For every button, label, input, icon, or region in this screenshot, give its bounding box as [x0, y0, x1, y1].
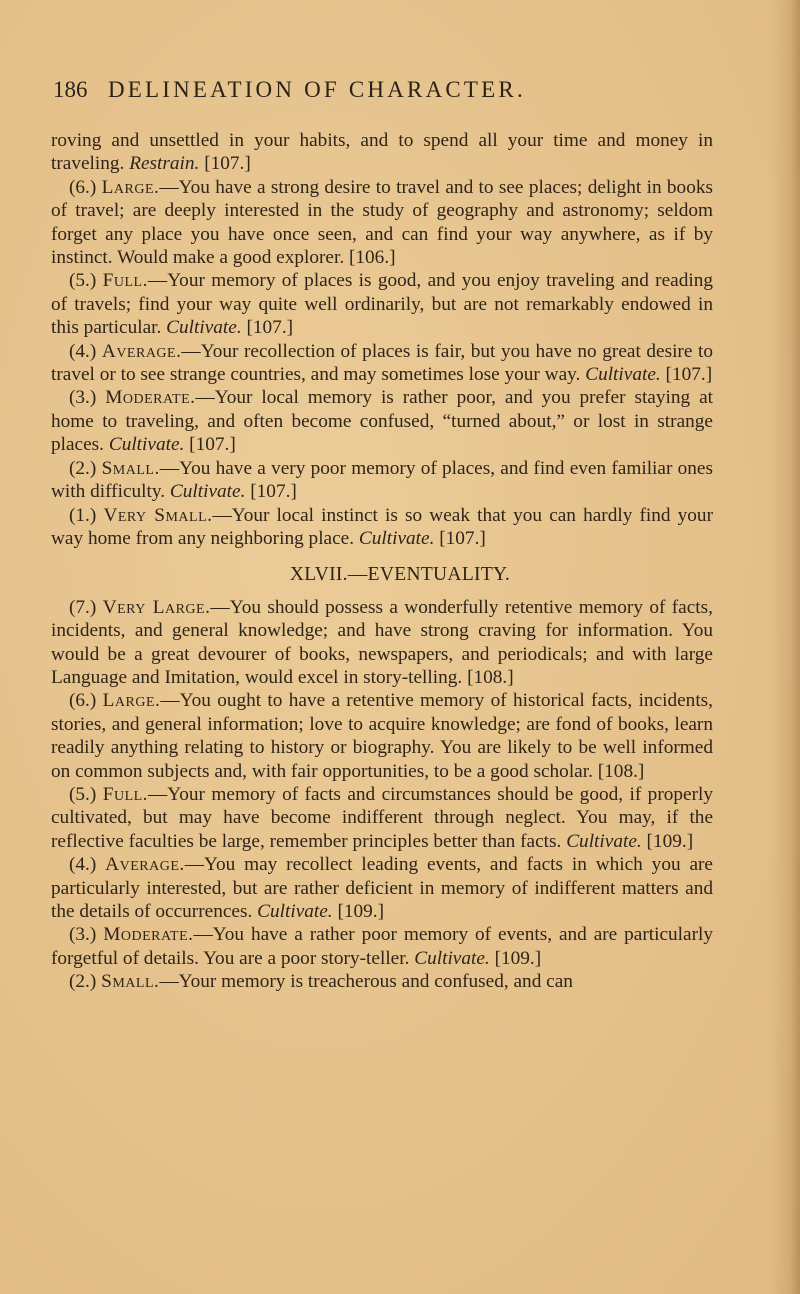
entry-text: —You should possess a wonderfully retentive memory of facts, incidents, and general knowledge; and have strong craving for information. You would be a great devourer of books, newspapers, and periodicals; and with large Language and Imitation, would excel in story-telling.: [51, 596, 713, 688]
entry-degree: Large.: [102, 690, 161, 712]
entry-degree: Large.: [101, 176, 160, 198]
entry-number: (4.): [69, 340, 97, 362]
reference: [107.]: [250, 481, 297, 503]
reference: [107.]: [204, 153, 251, 175]
entry-text: —You may recollect leading events, and facts in which you are particularly interested, but are rather deficient in memory of indifferent matters and the details of occurrences.: [51, 854, 713, 922]
running-title: DELINEATION OF CHARACTER.: [107, 77, 526, 102]
entry-text: —Your recollection of places is fair, but you have no great desire to travel or to see strange countries, and may sometimes lose your way.: [51, 340, 713, 386]
entry-text: —Your memory is treacherous and confused, and can: [159, 971, 573, 993]
entry-number: (5.): [69, 783, 97, 805]
advice: Cultivate.: [108, 434, 185, 456]
entry-eventuality-large: [51, 689, 713, 783]
entry-number: (1.): [69, 504, 97, 526]
running-head: [53, 77, 713, 107]
entry-number: (6.): [69, 176, 97, 198]
entry-eventuality-average: [51, 853, 713, 923]
reference: [109.]: [646, 830, 694, 852]
reference: [107.]: [189, 434, 236, 456]
entry-number: (2.): [69, 971, 97, 993]
entry-number: (3.): [69, 387, 97, 409]
reference: [108.]: [597, 760, 645, 782]
entry-number: (7.): [69, 596, 97, 618]
entry-degree: Full.: [102, 270, 148, 292]
entry-number: (6.): [69, 690, 97, 712]
reference: [109.]: [494, 947, 542, 969]
entry-degree: Very Small.: [103, 504, 213, 526]
entry-degree: Moderate.: [103, 924, 194, 946]
entry-eventuality-moderate: [51, 923, 713, 970]
body-text: [51, 129, 713, 994]
entry-text: —You have a strong desire to travel and to see places; delight in books of travel; are deeply interested in the study of geography and astronomy; seldom forget any place you have once seen, and can find your way anywhere, as if by instinct. Would make a good explorer.: [51, 176, 713, 269]
entry-locality-large: [51, 176, 713, 270]
page-number: 186: [53, 77, 88, 102]
entry-text: —You have a rather poor memory of events, and are particularly forgetful of details. You are a poor story-teller.: [51, 924, 713, 969]
entry-number: (3.): [69, 924, 97, 946]
entry-degree: Moderate.: [105, 387, 196, 409]
entry-locality-average: [51, 340, 713, 387]
entry-text: —Your memory of places is good, and you enjoy traveling and reading of travels; find your way quite well ordinarily, but are not remarkably endowed in this particular.: [51, 270, 713, 339]
advice: Cultivate.: [166, 317, 242, 339]
advice: Cultivate.: [414, 947, 490, 969]
advice: Cultivate.: [585, 364, 661, 386]
paragraph-text: roving and unsettled in your habits, and to spend all your time and money in traveling.: [51, 130, 713, 175]
advice: Cultivate.: [257, 901, 333, 922]
entry-text: —Your local memory is rather poor, and you prefer staying at home to traveling, and often become confused, “turned about,” or lost in strange places.: [51, 387, 713, 456]
entry-text: —You have a very poor memory of places, and find even familiar ones with difficulty.: [51, 457, 713, 503]
entry-degree: Very Large.: [102, 596, 211, 618]
section-heading: XLVII.—EVENTUALITY.: [289, 564, 511, 586]
entry-degree: Average.: [105, 854, 185, 876]
reference: [106.]: [348, 247, 396, 269]
reference: [107.]: [439, 527, 486, 549]
entry-number: (2.): [69, 457, 97, 479]
entry-locality-small: [51, 457, 713, 504]
advice: Cultivate.: [566, 830, 642, 852]
entry-degree: Average.: [101, 340, 182, 362]
entry-number: (5.): [69, 270, 97, 292]
entry-text: —You ought to have a retentive memory of historical facts, incidents, stories, and general information; love to acquire knowledge; are fond of books, learn readily anything relating to history or biography. You are likely to be well informed on common subjects and, with fair opportunities, to be a good scholar.: [51, 690, 713, 782]
entry-locality-moderate: [51, 386, 713, 456]
reference: [109.]: [337, 901, 385, 922]
entry-number: (4.): [69, 854, 97, 876]
entry-degree: Small.: [101, 971, 160, 993]
entry-text: —Your memory of facts and circumstances should be good, if properly cultivated, but may have become indifferent through neglect. You may, if the reflective faculties be large, remember principles better than facts.: [51, 783, 713, 852]
entry-degree: Full.: [102, 783, 148, 805]
entry-eventuality-very-large: [51, 596, 713, 690]
advice: Restrain.: [129, 153, 200, 175]
reference: [107.]: [665, 364, 713, 386]
advice: Cultivate.: [358, 527, 435, 549]
reference: [108.]: [467, 666, 514, 688]
entry-locality-full: [51, 269, 713, 339]
entry-eventuality-full: [51, 783, 713, 853]
entry-degree: Small.: [101, 457, 160, 479]
opening-fragment: [51, 129, 713, 176]
entry-locality-very-small: [51, 504, 713, 551]
entry-eventuality-small: [51, 970, 713, 993]
advice: Cultivate.: [169, 481, 246, 503]
reference: [107.]: [246, 317, 294, 339]
entry-text: —Your local instinct is so weak that you can hardly find your way home from any neighboring place.: [51, 504, 713, 549]
